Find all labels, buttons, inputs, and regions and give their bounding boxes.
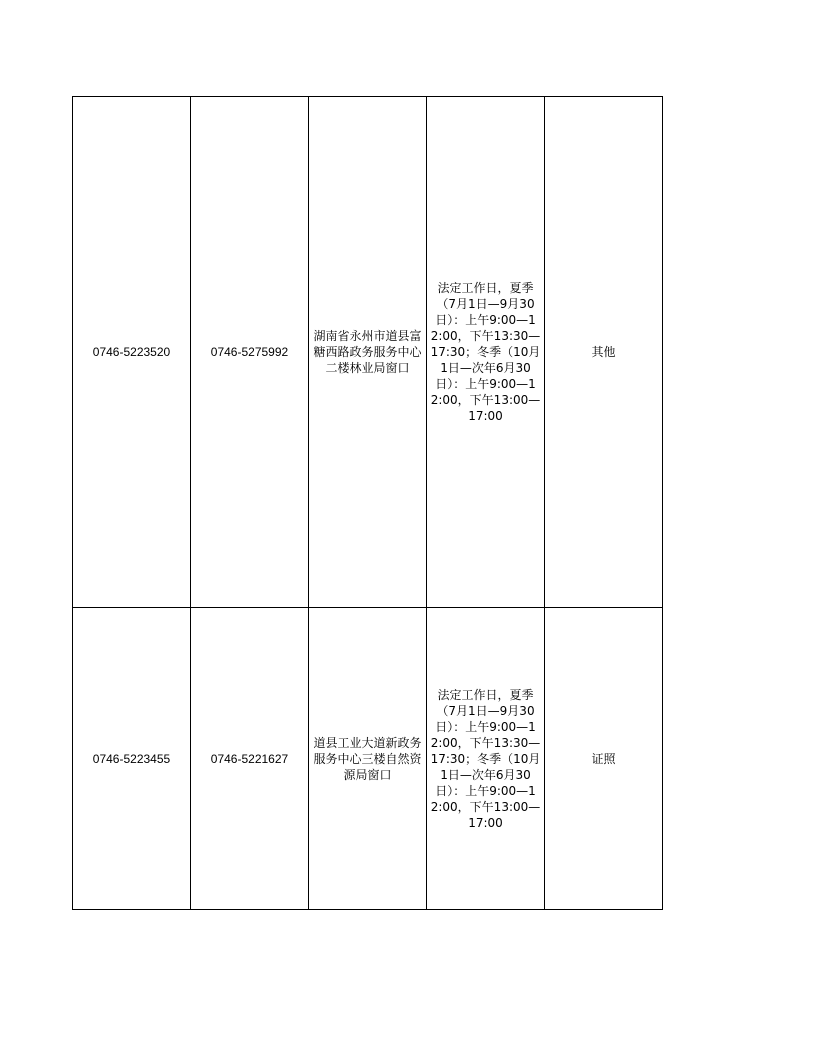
complaint-phone-cell: 0746-5221627 [191,608,309,910]
category-cell: 证照 [545,608,663,910]
consult-phone-cell: 0746-5223455 [73,608,191,910]
address-cell: 湖南省永州市道县富糖西路政务服务中心二楼林业局窗口 [309,97,427,608]
table-row [73,608,663,910]
table-row [73,97,663,608]
office-hours-cell: 法定工作日，夏季（7月1日—9月30日）：上午9:00—12:00，下午13:30—17:30；冬季（10月1日—次年6月30日）：上午9:00—12:00，下午13:00—17:00 [427,608,545,910]
complaint-phone-cell: 0746-5275992 [191,97,309,608]
category-cell: 其他 [545,97,663,608]
service-info-table [72,96,663,910]
office-hours-cell: 法定工作日，夏季（7月1日—9月30日）：上午9:00—12:00，下午13:30—17:30；冬季（10月1日—次年6月30日）：上午9:00—12:00，下午13:00—17:00 [427,97,545,608]
consult-phone-cell: 0746-5223520 [73,97,191,608]
address-cell: 道县工业大道新政务服务中心三楼自然资源局窗口 [309,608,427,910]
